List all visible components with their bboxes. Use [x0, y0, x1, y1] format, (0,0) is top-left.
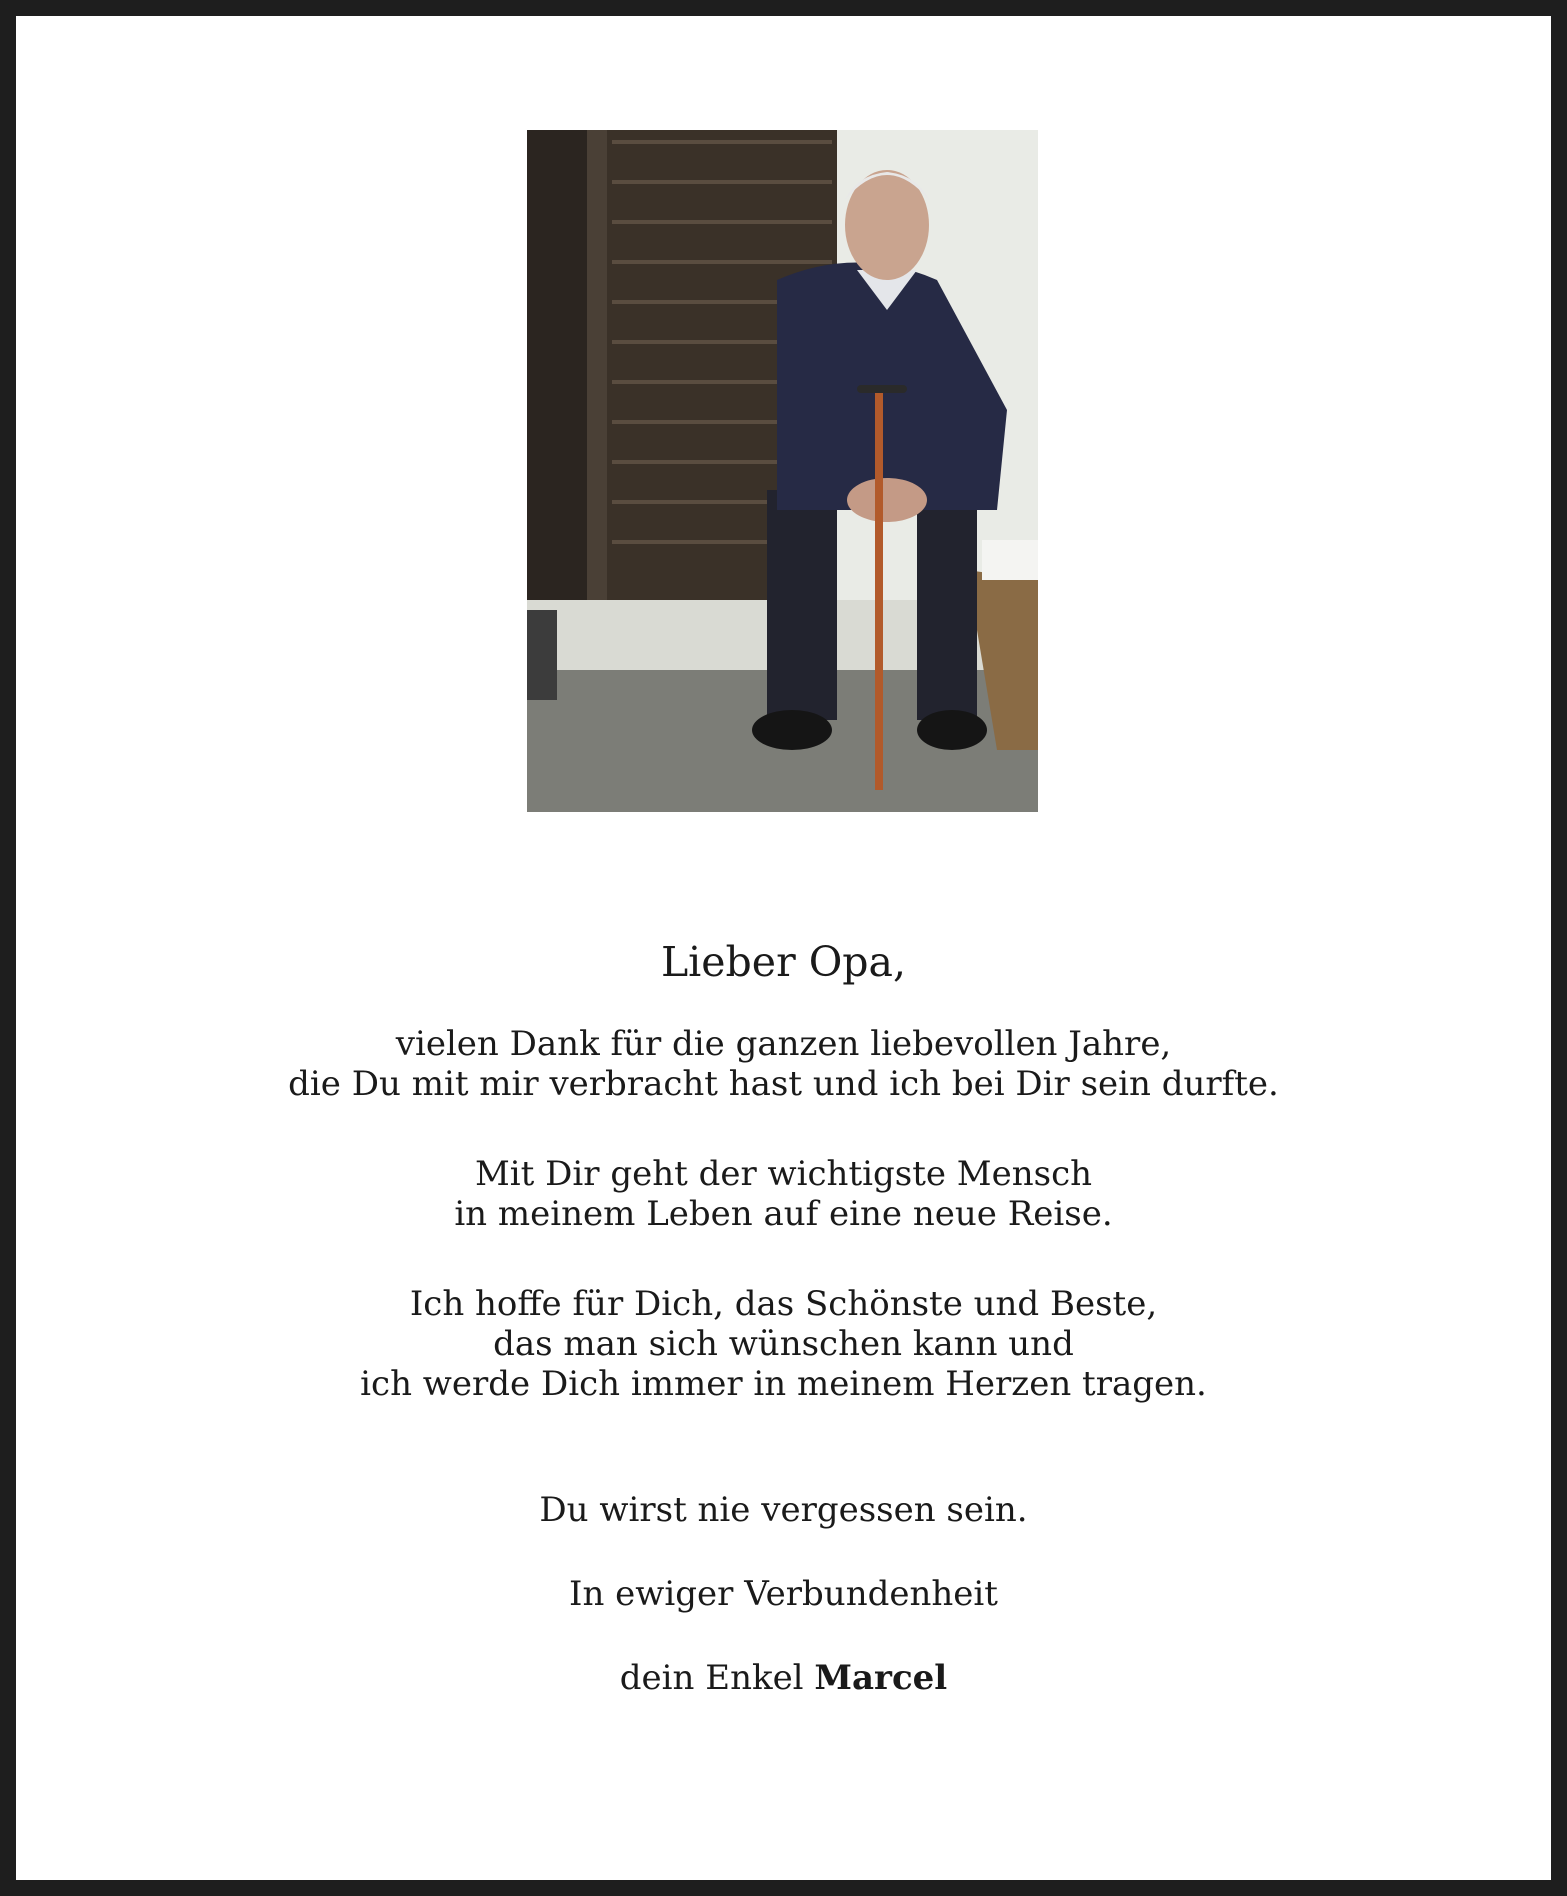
signature-prefix: dein Enkel [619, 1658, 804, 1698]
portrait-photo [527, 130, 1038, 812]
greeting: Lieber Opa, [660, 938, 907, 986]
stanza-line: die Du mit mir verbracht hast und ich bei Dir sein durfte. [288, 1064, 1279, 1104]
closing-line-1: Du wirst nie vergessen sein. [539, 1490, 1028, 1530]
stanza-line: das man sich wünschen kann und [493, 1324, 1074, 1364]
stanza-line: in meinem Leben auf eine neue Reise. [454, 1194, 1113, 1234]
stanza-line: vielen Dank für die ganzen liebevollen Jahre, [395, 1024, 1172, 1064]
stanza-line: ich werde Dich immer in meinem Herzen tragen. [360, 1364, 1207, 1404]
stanza-1 [0, 1024, 1567, 1104]
stanza-2 [0, 1154, 1567, 1234]
stanza-line: Mit Dir geht der wichtigste Mensch [474, 1154, 1093, 1194]
signature [0, 1658, 1567, 1698]
stanza-3 [0, 1284, 1567, 1404]
signature-name: Marcel [814, 1658, 948, 1698]
closing-line-2: In ewiger Verbundenheit [569, 1574, 998, 1614]
stanza-line: Ich hoffe für Dich, das Schönste und Beste, [409, 1284, 1158, 1324]
